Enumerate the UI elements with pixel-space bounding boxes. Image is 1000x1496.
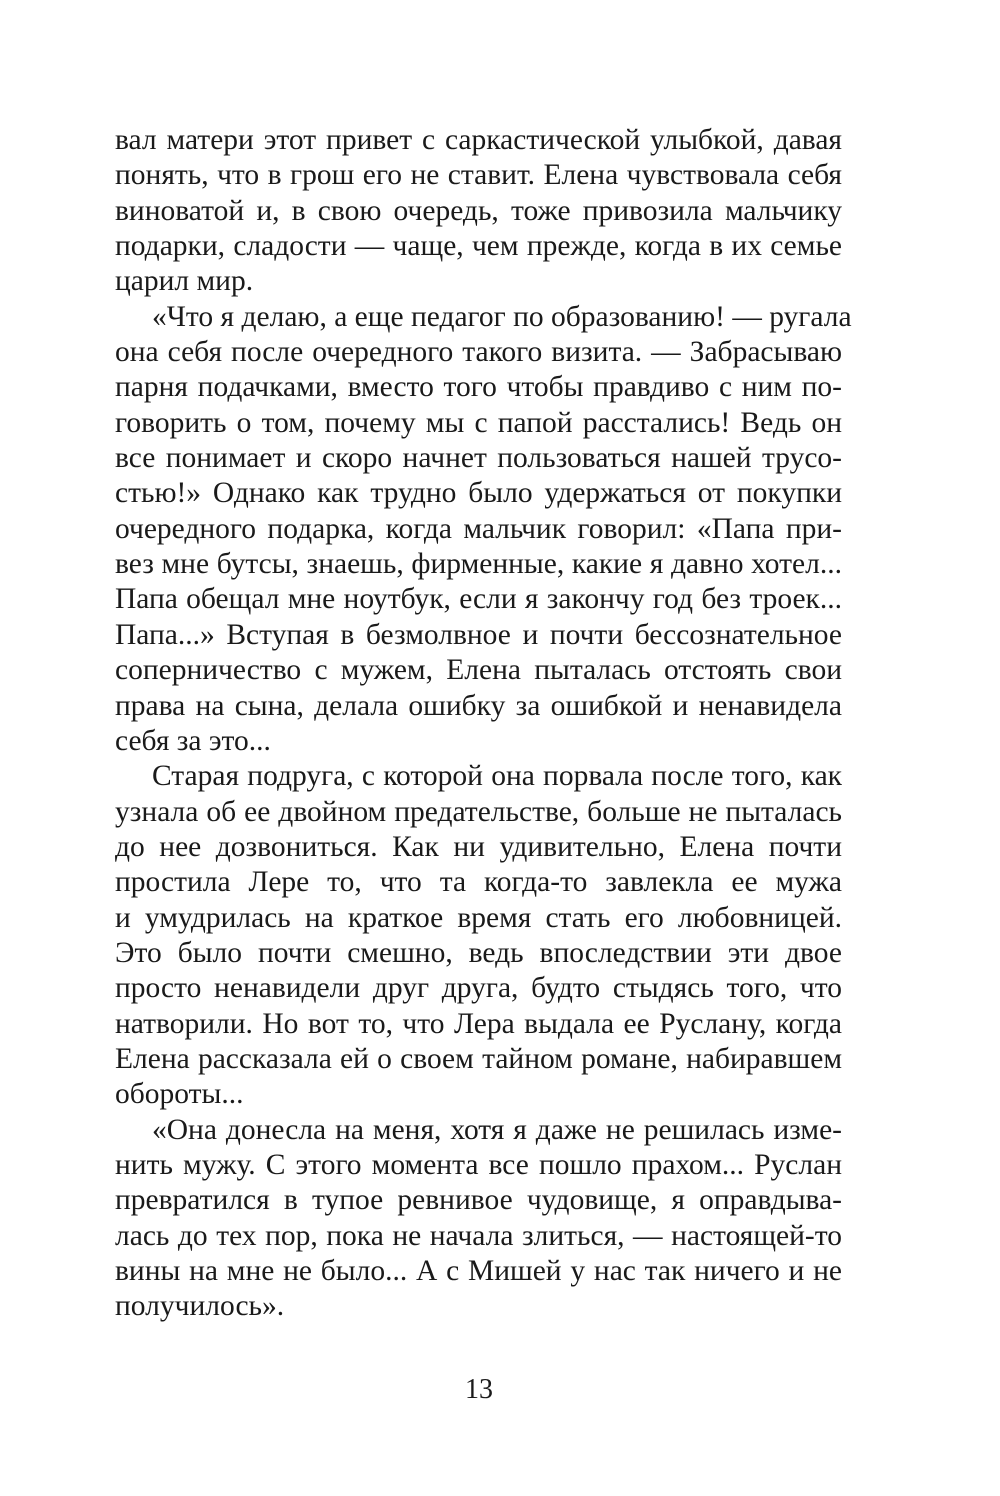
text-line: нить мужу. С этого момента все пошло прахом... Руслан — [115, 1148, 842, 1181]
text-line: узнала об ее двойном предательстве, больше не пыталась — [115, 795, 842, 828]
text-line: она себя после очередного такого визита. — Забрасываю — [115, 336, 842, 369]
text-line: «Она донесла на меня, хотя я даже не решилась изме- — [152, 1113, 842, 1146]
text-line: царил мир. — [115, 265, 254, 298]
text-line: себя за это... — [115, 724, 271, 757]
text-line: Папа обещал мне ноутбук, если я закончу год без троек... — [115, 583, 842, 616]
text-line: лась до тех пор, пока не начала злиться, — настоящей-то — [115, 1219, 842, 1252]
paragraph-2 — [115, 300, 852, 759]
paragraph-1 — [115, 123, 842, 300]
text-line: понять, что в грош его не ставит. Елена чувствовала себя — [115, 159, 842, 192]
text-line: соперничество с мужем, Елена пыталась отстоять свои — [115, 654, 842, 687]
text-line: «Что я делаю, а еще педагог по образованию! — ругала — [152, 300, 852, 333]
text-line: получилось». — [115, 1290, 285, 1323]
text-line: обороты... — [115, 1078, 244, 1111]
text-line: все понимает и скоро начнет пользоваться нашей трусо- — [115, 442, 842, 475]
text-line: говорить о том, почему мы с папой расстались! Ведь он — [115, 406, 842, 439]
text-line: Папа...» Вступая в безмолвное и почти бессознательное — [115, 618, 842, 651]
text-line: натворили. Но вот то, что Лера выдала ее Руслану, когда — [115, 1007, 842, 1040]
text-line: подарки, сладости — чаще, чем прежде, когда в их семье — [115, 230, 842, 263]
page-number: 13 — [465, 1374, 493, 1405]
text-line: превратился в тупое ревнивое чудовище, я оправдыва- — [115, 1184, 842, 1217]
text-line: Это было почти смешно, ведь впоследствии эти двое — [115, 936, 842, 969]
text-line: права на сына, делала ошибку за ошибкой и ненавидела — [115, 689, 842, 722]
text-line: виноватой и, в свою очередь, тоже привозила мальчику — [115, 194, 842, 227]
text-line: простила Лере то, что та когда-то завлекла ее мужа — [115, 866, 842, 899]
text-line: просто ненавидели друг друга, будто стыдясь того, что — [115, 972, 842, 1005]
paragraph-4 — [115, 1113, 842, 1325]
text-line: до нее дозвониться. Как ни удивительно, Елена почти — [115, 830, 842, 863]
body-text — [115, 123, 852, 1325]
text-line: Старая подруга, с которой она порвала после того, как — [152, 760, 842, 793]
text-line: вины на мне не было... А с Мишей у нас так ничего и не — [115, 1255, 842, 1287]
text-line: очередного подарка, когда мальчик говорил: «Папа при- — [115, 512, 842, 545]
text-line: Елена рассказала ей о своем тайном романе, набиравшем — [115, 1042, 842, 1075]
text-line: вез мне бутсы, знаешь, фирменные, какие я давно хотел... — [115, 548, 842, 581]
text-line: вал матери этот привет с саркастической улыбкой, давая — [115, 124, 842, 156]
paragraph-3 — [115, 759, 842, 1112]
text-line: стью!» Однако как трудно было удержаться от покупки — [115, 477, 842, 510]
text-line: парня подачками, вместо того чтобы правдиво с ним по- — [115, 371, 842, 404]
text-line: и умудрилась на краткое время стать его любовницей. — [115, 901, 842, 934]
